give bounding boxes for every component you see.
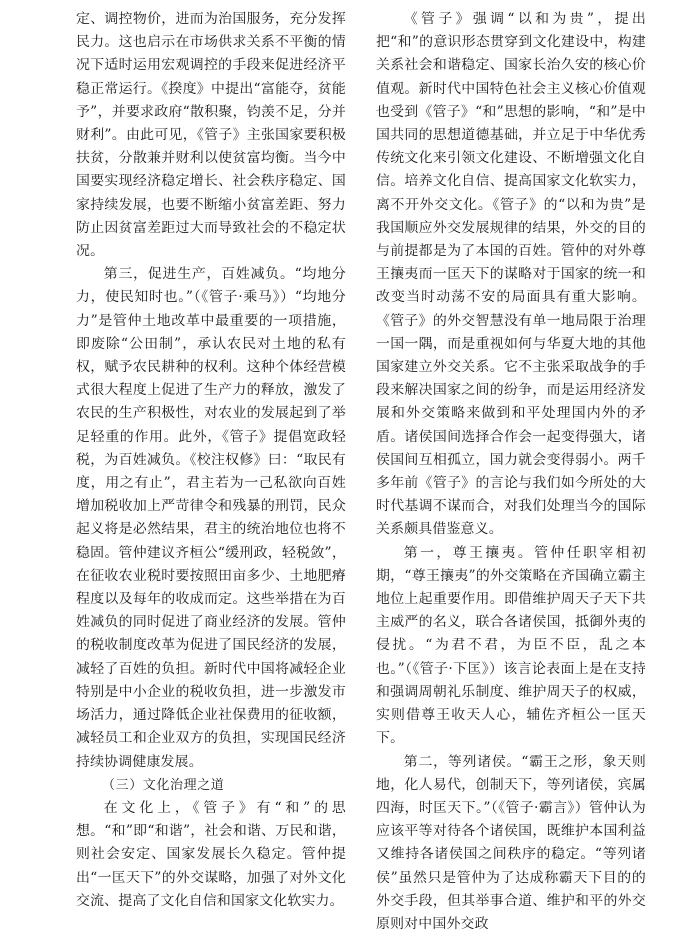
body-paragraph: 第一，尊王攘夷。管仲任职宰相初期，“尊王攘夷”的外交策略在齐国确立霸主地位上起重要作用。即借维护周天子天下共主威严的名义，联合各诸侯国，抵御外夷的侵扰。“为君不君，为臣不臣，乱之本也。”（《管子·下匡》）该言论表面上是在支持和强调周朝礼乐制度、维护周天子的权威，实则借尊王收天人心，辅佐齐桓公一匡天下。 — [376, 542, 646, 751]
left-column — [76, 8, 346, 757]
body-paragraph: 《管子》强调“以和为贵”，提出把“和”的意识形态贯穿到文化建设中，构建关系社会和谐稳定、国家长治久安的核心价值观。新时代中国特色社会主义核心价值观也受到《管子》“和”思想的影响，“和”是中国共同的思想道德基础，并立足于中华优秀传统文化来引领文化建设、不断增强文化自信。培养文化自信、提高国家文化软实力，离不开外交文化。《管子》的“以和为贵”是我国顺应外交发展规律的结果，外交的目的与前提都是为了本国的百姓。管仲的对外尊王攘夷而一匡天下的谋略对于国家的统一和改变当时动荡不安的局面具有重大影响。《管子》的外交智慧没有单一地局限于治理一国一隅，而是重视如何与华夏大地的其他国家建立外交关系。它不主张采取战争的手段来解决国家之间的纷争，而是运用经济发展和外交策略来做到和平处理国内外的矛盾。诸侯国间选择合作会一起变得强大，诸侯国间互相孤立，国力就会变得弱小。两千多年前《管子》的言论与我们如今所处的大时代基调不谋而合，对我们处理当今的国际关系颇具借鉴意义。 — [376, 8, 646, 542]
body-paragraph: 第二，等列诸侯。“霸王之形，象天则地，化人易代，创制天下，等列诸侯，宾属四海，时匡天下。”（《管子·霸言》）管仲认为应该平等对待各个诸侯国，既维护本国利益又维持各诸侯国之间秩序的稳定。“等列诸侯”虽然只是管仲为了达成称霸天下目的的外交手段，但其举事合道、维护和平的外交原则对中国外交政 — [376, 751, 646, 936]
continuation-paragraph: 定、调控物价，进而为治国服务，充分发挥民力。这也启示在市场供求关系不平衡的情况下适时运用宏观调控的手段来促进经济平稳正常运行。《揆度》中提出“富能夺，贫能予”，并要求政府“散积聚，钧羡不足，分并财利”。由此可见，《管子》主张国家要积极扶贫，分散兼并财利以使贫富均衡。当今中国要实现经济稳定增长、社会秩序稳定、国家持续发展，也要不断缩小贫富差距、努力防止因贫富差距过大而导致社会的不稳定状况。 — [76, 8, 346, 263]
right-column — [376, 8, 646, 757]
body-paragraph: 在文化上，《管子》有“和”的思想。“和”即“和谐”，社会和谐、万民和谐，则社会安定、国家发展长久稳定。管仲提出“一匡天下”的外交谋略，加强了对外文化交流、提高了文化自信和国家文化软实力。 — [76, 797, 346, 913]
body-paragraph: 第三，促进生产，百姓减负。“均地分力，使民知时也。”（《管子·乘马》）“均地分力”是管仲土地改革中最重要的一项措施，即废除“公田制”，承认农民对土地的私有权，赋予农民耕种的权利。这种个体经营模式很大程度上促进了生产力的释放，激发了农民的生产积极性，对农业的发展起到了举足轻重的作用。此外，《管子》提倡宽政轻税，为百姓减负。《校注权修》曰：“取民有度，用之有止”，君主若为一己私欲向百姓增加税收加上严苛律令和残暴的刑罚，民众起义将是必然结果，君主的统治地位也将不稳固。管仲建议齐桓公“缓刑政，轻税敛”，在征收农业税时要按照田亩多少、土地肥瘠程度以及每年的收成而定。这些举措在为百姓减负的同时促进了商业经济的发展。管仲的税收制度改革为促进了国民经济的发展，减轻了百姓的负担。新时代中国将减轻企业特别是中小企业的税收负担，进一步激发市场活力，通过降低企业社保费用的征收额，减轻员工和企业双方的负担，实现国民经济持续协调健康发展。 — [76, 263, 346, 773]
section-subheading: （三）文化治理之道 — [76, 774, 346, 797]
